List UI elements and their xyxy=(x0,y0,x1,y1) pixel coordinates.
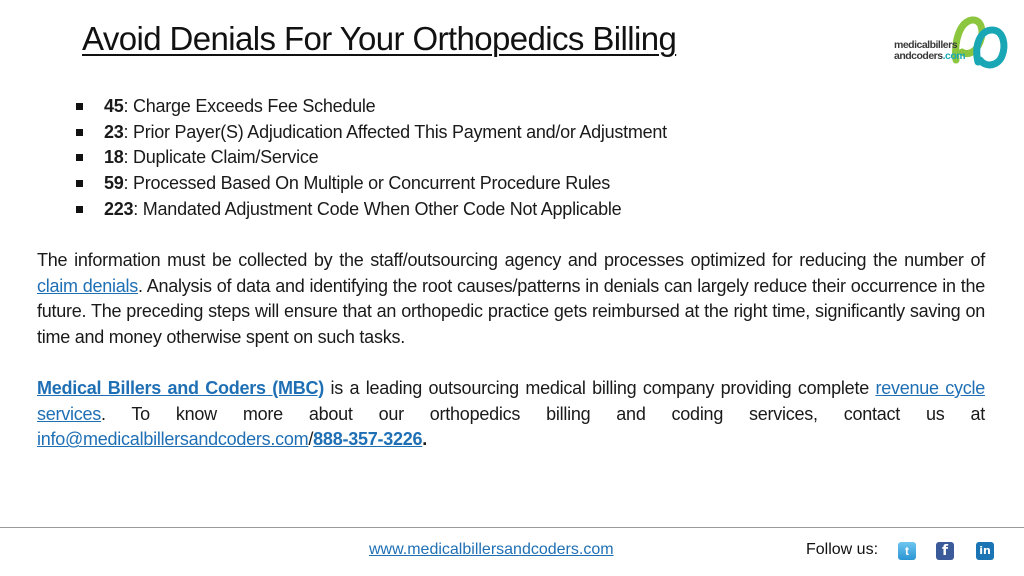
denial-code-list xyxy=(74,94,667,223)
email-link[interactable]: info@medicalbillersandcoders.com xyxy=(37,429,309,450)
square-bullet-icon xyxy=(76,129,83,136)
square-bullet-icon xyxy=(76,180,83,187)
linkedin-icon[interactable]: in xyxy=(976,542,994,560)
company-link[interactable]: Medical Billers and Coders (MBC) xyxy=(37,378,325,398)
page-title: Avoid Denials For Your Orthopedics Billing xyxy=(82,20,677,57)
list-item: 59: Processed Based On Multiple or Concurrent Procedure Rules xyxy=(74,171,667,197)
list-item: 45: Charge Exceeds Fee Schedule xyxy=(74,94,667,120)
info-paragraph: The information must be collected by the staff/outsourcing agency and processes optimized for reducing the number of claim denials. Analysis of data and identifying the root causes/patterns in denials can largely reduce their occurrence in the future. The preceding steps will ensure that an orthopedic practice gets reimbursed at the right time, significantly saving on time and money otherwise spent on such tasks. xyxy=(37,250,985,348)
contact-paragraph: Medical Billers and Coders (MBC) is a leading outsourcing medical billing company providing complete revenue cycle services. To know more about our orthopedics billing and coding services, contact us at info@medicalbillersandcoders.com/888-357-3226. xyxy=(37,378,985,450)
phone-link[interactable]: 888-357-3226 xyxy=(313,429,423,450)
facebook-icon[interactable]: f xyxy=(936,542,954,560)
list-item: 23: Prior Payer(S) Adjudication Affected This Payment and/or Adjustment xyxy=(74,120,667,146)
revenue-cycle-link[interactable]: revenue cycle services xyxy=(37,378,985,424)
square-bullet-icon xyxy=(76,103,83,110)
website-link[interactable]: www.medicalbillersandcoders.com xyxy=(369,541,614,558)
company-logo[interactable] xyxy=(894,12,1012,72)
follow-us-label: Follow us: xyxy=(806,541,879,558)
list-item: 18: Duplicate Claim/Service xyxy=(74,145,667,171)
claim-denials-link[interactable]: claim denials xyxy=(37,275,139,296)
square-bullet-icon xyxy=(76,206,83,213)
logo-wordmark: medicalbillers andcoders.com xyxy=(894,39,966,62)
twitter-icon[interactable]: t xyxy=(898,542,916,560)
square-bullet-icon xyxy=(76,154,83,161)
footer-divider xyxy=(0,527,1024,528)
list-item: 223: Mandated Adjustment Code When Other Code Not Applicable xyxy=(74,197,667,223)
